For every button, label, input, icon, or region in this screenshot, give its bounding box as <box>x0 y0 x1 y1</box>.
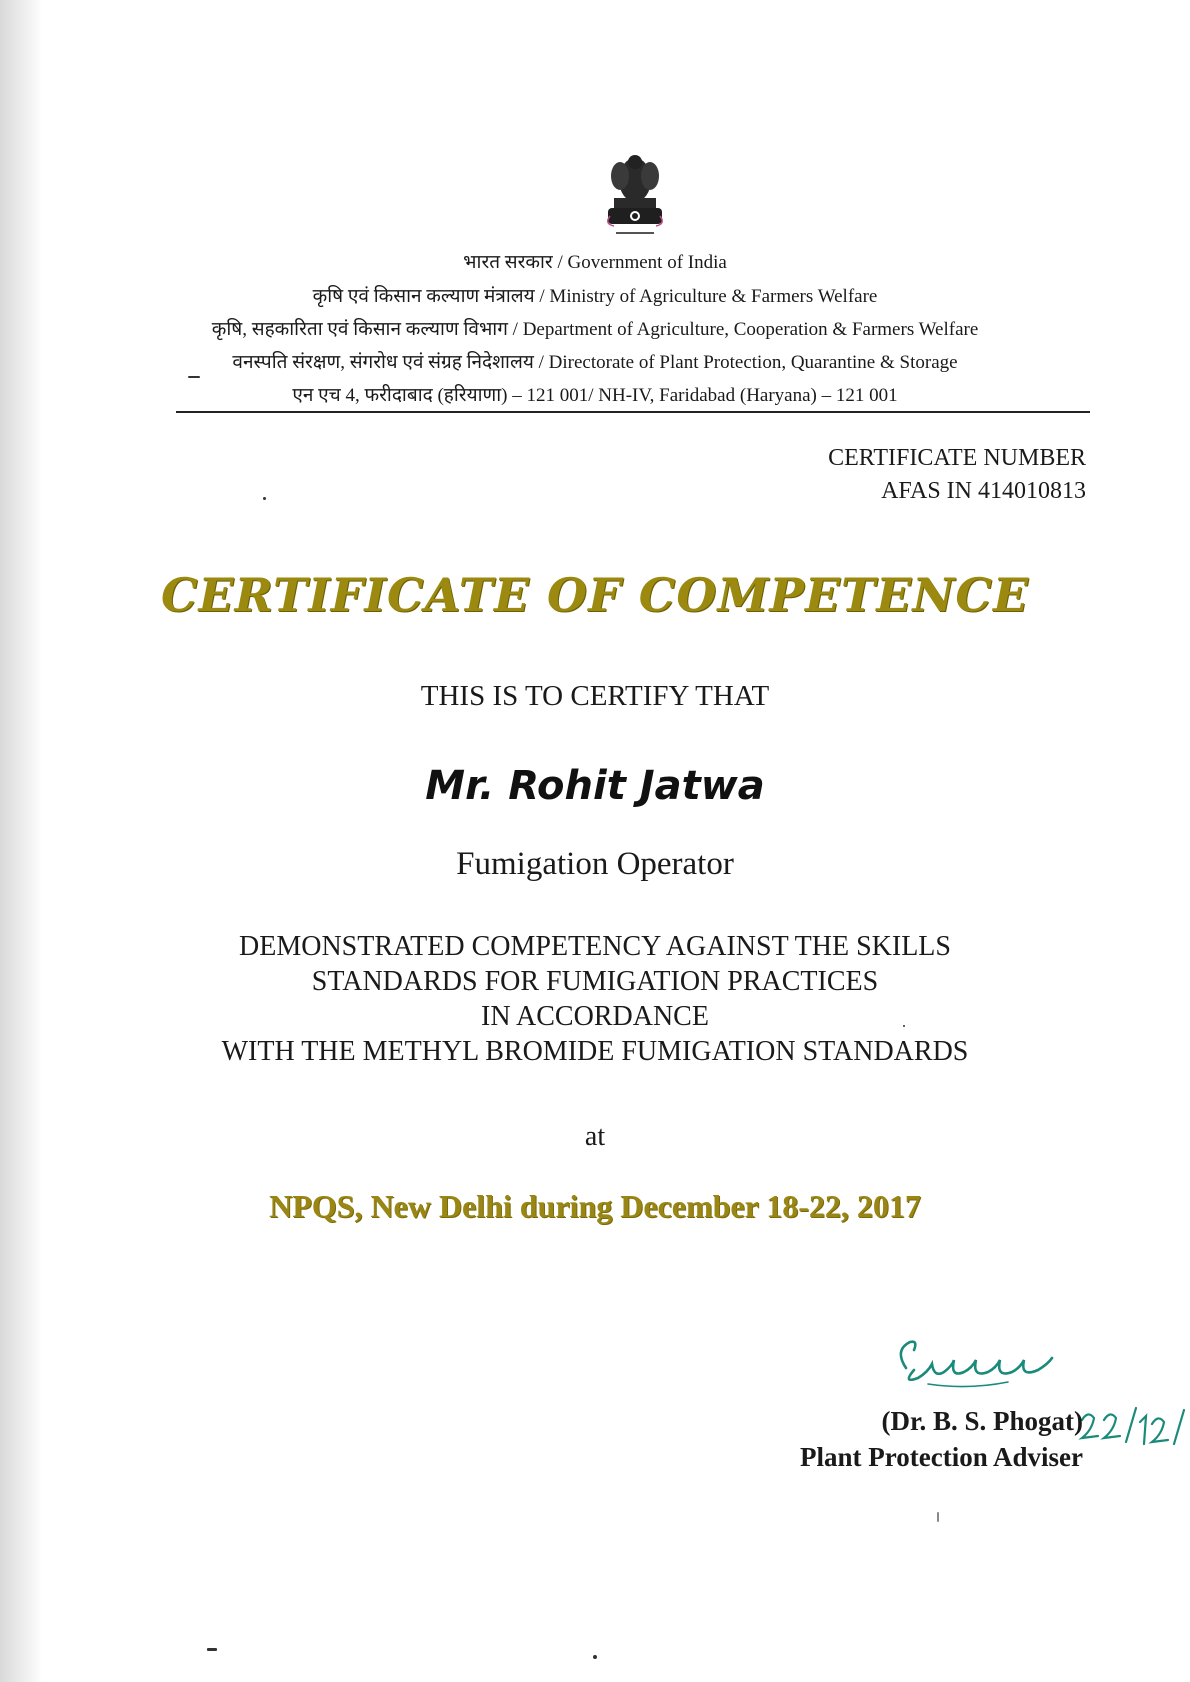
statement-line: DEMONSTRATED COMPETENCY AGAINST THE SKILLS <box>239 931 951 962</box>
scan-speck <box>593 1655 597 1659</box>
certificate-title: CERTIFICATE OF COMPETENCE <box>160 568 1030 622</box>
header-department: कृषि, सहकारिता एवं किसान कल्याण विभाग / Department of Agriculture, Cooperation & Farmers Welfare <box>211 319 979 340</box>
national-emblem-icon <box>596 150 674 242</box>
header-ministry: कृषि एवं किसान कल्याण मंत्रालय / Ministry of Agriculture & Farmers Welfare <box>312 286 878 307</box>
certificate-number-value: AFAS IN 414010813 <box>881 478 1086 504</box>
certificate-number-label: CERTIFICATE NUMBER <box>828 445 1086 471</box>
scan-speck <box>207 1648 217 1651</box>
header-government: भारत सरकार / Government of India <box>463 252 727 273</box>
scan-speck <box>263 497 266 500</box>
header-divider <box>176 411 1090 413</box>
scan-speck <box>903 1025 905 1027</box>
signatory-designation: Plant Protection Adviser <box>800 1442 1083 1472</box>
scan-speck <box>188 376 200 378</box>
statement-line: STANDARDS FOR FUMIGATION PRACTICES <box>311 966 879 997</box>
recipient-role: Fumigation Operator <box>456 846 734 882</box>
at-text: at <box>584 1121 606 1152</box>
handwritten-signature <box>888 1328 1128 1398</box>
venue-and-dates: NPQS, New Delhi during December 18-22, 2017 <box>269 1188 921 1224</box>
header-directorate: वनस्पति संरक्षण, संगरोध एवं संग्रह निदेशालय / Directorate of Plant Protection, Quarantine & Storage <box>232 352 958 373</box>
recipient-name: Mr. Rohit Jatwa <box>425 763 765 809</box>
scan-speck <box>937 1512 939 1522</box>
certify-text: THIS IS TO CERTIFY THAT <box>420 680 770 712</box>
header-address: एन एच 4, फरीदाबाद (हरियाणा) – 121 001/ NH-IV, Faridabad (Haryana) – 121 001 <box>292 385 898 406</box>
statement-line: WITH THE METHYL BROMIDE FUMIGATION STANDARDS <box>221 1036 969 1067</box>
signatory-name: (Dr. B. S. Phogat) <box>881 1406 1083 1436</box>
handwritten-date <box>1076 1398 1190 1468</box>
statement-line: IN ACCORDANCE <box>481 1001 709 1032</box>
